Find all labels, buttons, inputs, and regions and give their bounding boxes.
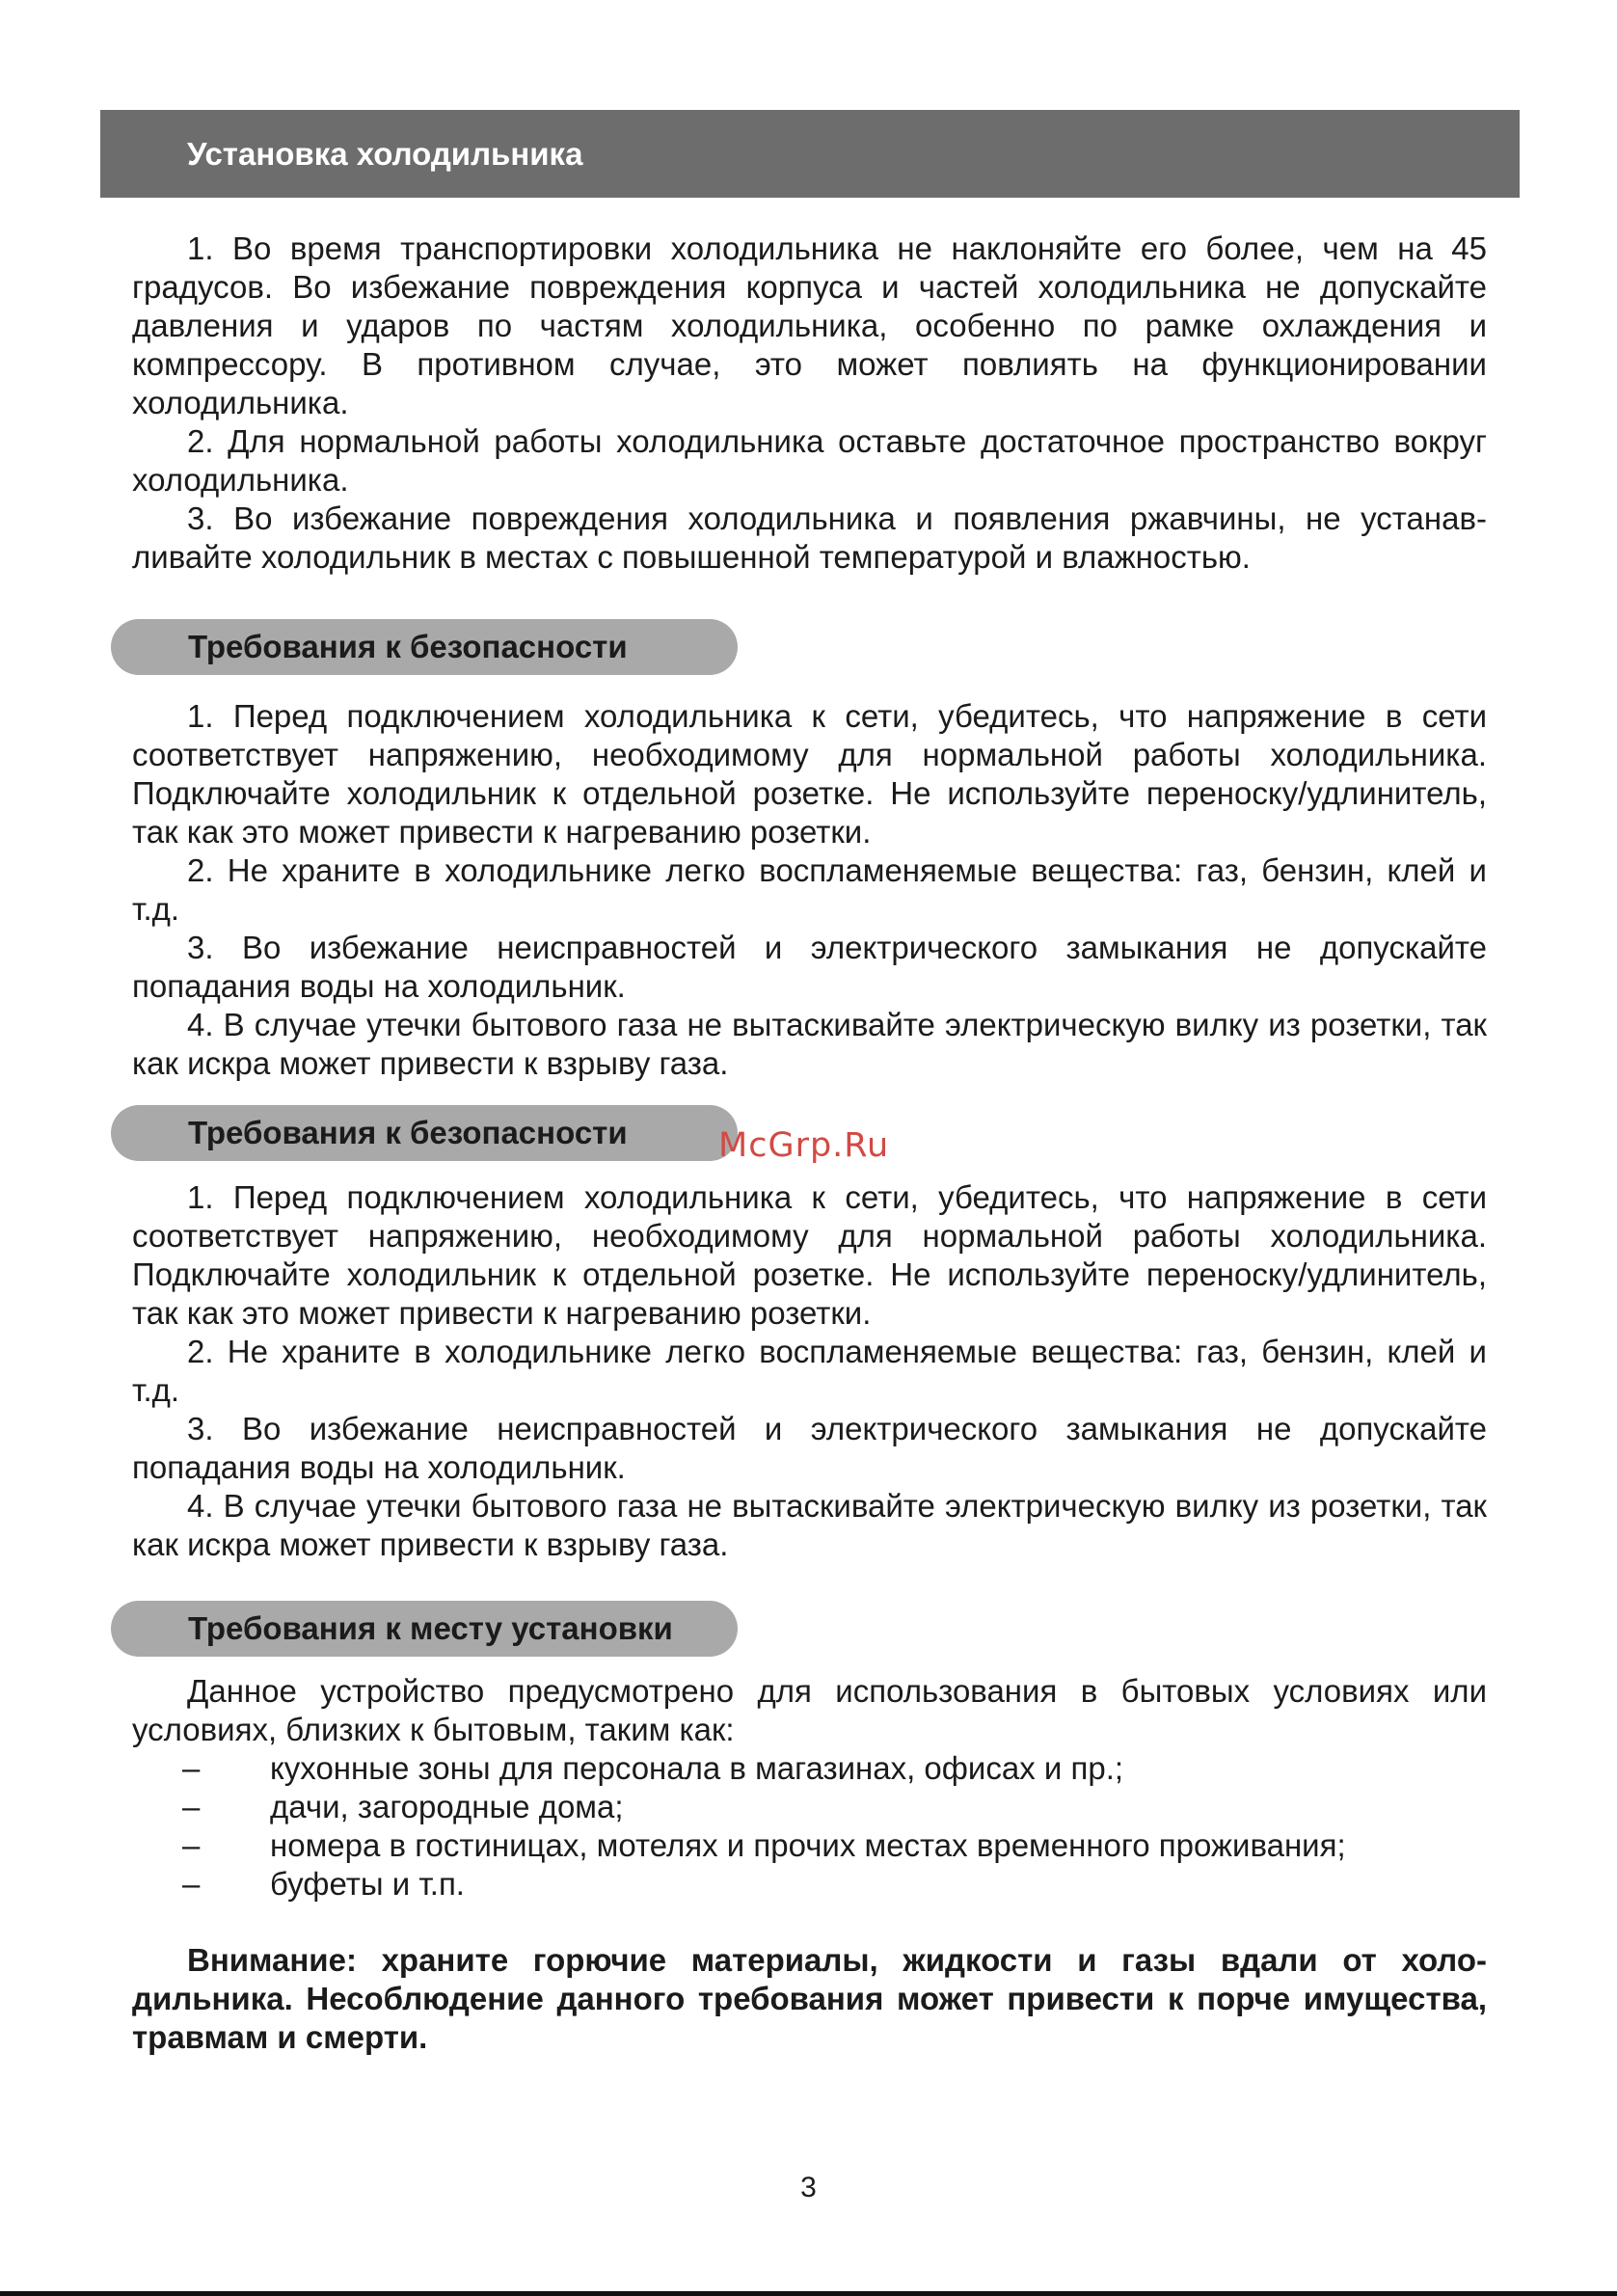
section-header-safety-2 [111, 1105, 738, 1161]
safety-2-paragraph-4: 4. В случае утечки бытового газа не вытаскивайте электрическую вилку из розетки, так как искра может привести к взрыву газа. [132, 1488, 1487, 1562]
section-header-placement [111, 1601, 738, 1657]
safety-1-paragraph-1: 1. Перед подключением холодильника к сети, убедитесь, что напряжение в сети соответствует напряжению, необходимому для нормальной работы холодильника. Подключайте холодильник к отдельной розетке. Не используйте переноску/удлинитель, так как это может привести к нагреванию розетки. [132, 698, 1487, 850]
section-title-safety-2: Требования к безопасности [188, 1115, 628, 1150]
watermark: McGrp.Ru [718, 1126, 890, 1165]
installation-paragraph-1: 1. Во время транспортировки холодильника не наклоняйте его более, чем на 45 градусов. Во избежание повреждения корпуса и частей холодильника не допускайте давления и ударов по частям холодильника, особенно по рамке охлаждения и компрессору. В противном случае, это может повлиять на функционировании холодильника. [132, 230, 1487, 420]
safety-1-paragraph-3: 3. Во избежание неисправностей и электрического замыкания не допускайте попадания воды на холодильник. [132, 930, 1487, 1004]
list-item [132, 1749, 1487, 1788]
installation-section [132, 230, 1487, 577]
section-header-safety-1 [111, 619, 738, 675]
safety-2-paragraph-3: 3. Во избежание неисправностей и электрического замыкания не допускайте попадания воды на холодильник. [132, 1411, 1487, 1485]
dash-marker: – [182, 1750, 201, 1786]
section-title-safety-1: Требования к безопасности [188, 629, 628, 664]
safety-1-paragraph-2: 2. Не храните в холодильнике легко воспламеняемые вещества: газ, бензин, клей и т.д. [132, 852, 1487, 927]
page-number: 3 [800, 2172, 817, 2203]
section-title-placement: Требования к месту установки [188, 1610, 673, 1646]
list-item-text: дачи, загородные дома; [270, 1789, 624, 1824]
warning-text: Внимание: храните горючие материалы, жидкости и газы вдали от холодильника. Несоблюдение данного требования может привести к порче имущества, травмам и смерти. [132, 1942, 1487, 2055]
section-title-installation: Установка холодильника [187, 136, 583, 172]
list-item [132, 1826, 1487, 1865]
safety-1-paragraph-4: 4. В случае утечки бытового газа не вытаскивайте электрическую вилку из розетки, так как искра может привести к взрыву газа. [132, 1007, 1487, 1081]
installation-paragraph-3: 3. Во избежание повреждения холодильника и появления ржавчины, не устанавливайте холодильник в местах с повышенной температурой и влажностью. [132, 500, 1487, 575]
safety-section-2 [132, 1178, 1487, 1564]
safety-2-paragraph-2: 2. Не храните в холодильнике легко воспламеняемые вещества: газ, бензин, клей и т.д. [132, 1334, 1487, 1408]
section-header-installation [100, 110, 1520, 198]
list-item-text: кухонные зоны для персонала в магазинах, офисах и пр.; [270, 1750, 1124, 1786]
dash-marker: – [182, 1866, 201, 1902]
placement-intro: Данное устройство предусмотрено для использования в бытовых условиях или условиях, близких к бытовым, таким как: [132, 1673, 1487, 1747]
list-item [132, 1865, 1487, 1904]
dash-marker: – [182, 1789, 201, 1824]
dash-marker: – [182, 1827, 201, 1863]
safety-section-1 [132, 697, 1487, 1083]
placement-list [132, 1749, 1487, 1904]
installation-paragraph-2: 2. Для нормальной работы холодильника оставьте достаточное пространство вокруг холодильника. [132, 423, 1487, 498]
list-item [132, 1788, 1487, 1826]
safety-2-paragraph-1: 1. Перед подключением холодильника к сети, убедитесь, что напряжение в сети соответствует напряжению, необходимому для нормальной работы холодильника. Подключайте холодильник к отдельной розетке. Не используйте переноску/удлинитель, так как это может привести к нагреванию розетки. [132, 1179, 1487, 1331]
bottom-rule [0, 2291, 1617, 2296]
list-item-text: номера в гостиницах, мотелях и прочих местах временного проживания; [270, 1827, 1346, 1863]
placement-section [132, 1672, 1487, 1904]
list-item-text: буфеты и т.п. [270, 1866, 465, 1902]
